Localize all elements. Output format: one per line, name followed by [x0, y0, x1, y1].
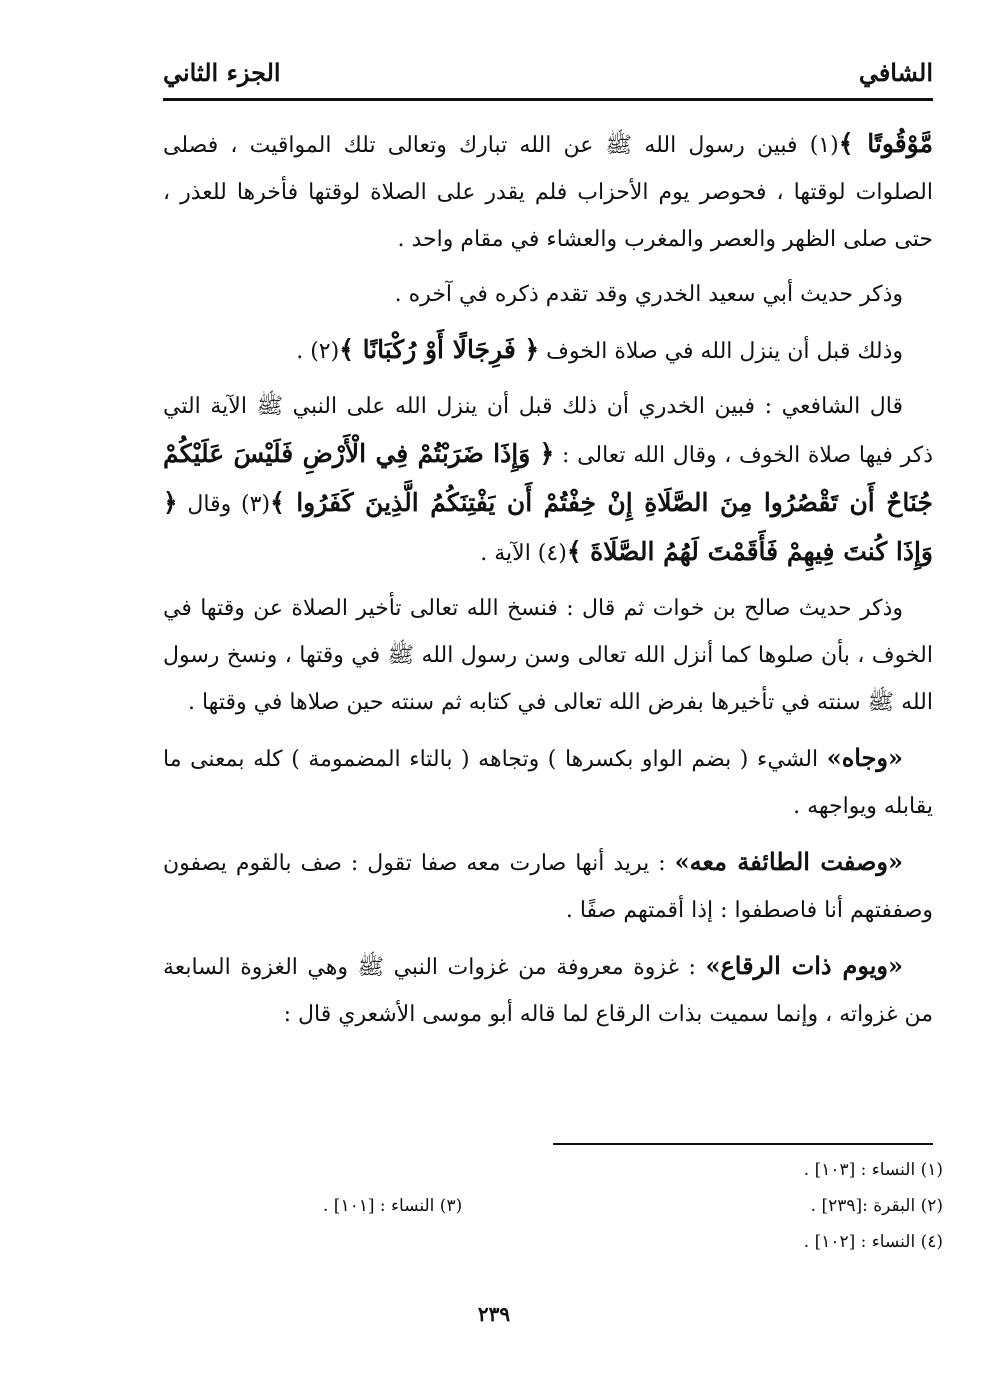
defined-term: «وصفت الطائفة معه» — [674, 847, 903, 876]
running-header — [163, 58, 933, 98]
text-run: وذكر حديث صالح بن خوات ثم قال : فنسخ الله تعالى تأخير الصلاة عن وقتها في الخوف ، بأن صلوها كما أنزل الله تعالى وسن رسول الله ﷺ في وقتها ، ونسخ رسول الله ﷺ سنته في تأخيرها بفرض الله تعالى في كتابه ثم سنته حين صلاها في وقتها . — [163, 596, 933, 715]
footnote-2: (٢) البقرة :[٢٣٩] . — [810, 1196, 943, 1216]
quran-quote: ﴿ فَرِجَالًا أَوْ رُكْبَانًا ﴾ — [339, 335, 540, 364]
paragraph-2 — [163, 271, 933, 318]
header-volume-label: الجزء الثاني — [163, 58, 281, 87]
footnote-3: (٣) النساء : [١٠١] . — [323, 1196, 463, 1216]
text-run: : غزوة معروفة من غزوات النبي ﷺ وهي الغزوة السابعة من غزواته ، وإنما سميت بذات الرقاع لما قاله أبو موسى الأشعري قال : — [163, 955, 933, 1027]
defined-term: «ويوم ذات الرقاع» — [705, 951, 903, 980]
text-run: : يريد أنها صارت معه صفا تقول : صف بالقوم يصفون وصففتهم أنا فاصطفوا : إذا أقمتهم صفًا . — [163, 851, 933, 923]
header-book-title: الشافي — [858, 58, 933, 87]
text-run: قال الشافعي : فبين الخدري أن ذلك قبل أن ينزل الله على النبي ﷺ الآية التي ذكر فيها صلاة الخوف ، وقال الله تعالى : — [163, 394, 933, 468]
main-text — [163, 120, 933, 1120]
footnote-divider — [553, 1143, 933, 1145]
paragraph-1 — [163, 120, 933, 263]
paragraph-7 — [163, 838, 933, 934]
paragraph-6 — [163, 734, 933, 830]
page-number: ٢٣٩ — [477, 1302, 511, 1326]
footnote-row-1 — [163, 1152, 943, 1188]
text-run: (٢) . — [296, 339, 340, 364]
quran-quote: مَّوْقُوتًا ﴾ — [838, 129, 933, 158]
quran-quote: ﴿ وَإِذَا ضَرَبْتُمْ فِي الْأَرْضِ فَلَيْسَ عَلَيْكُمْ جُنَاحٌ أَن تَقْصُرُوا مِنَ الصَّلَاةِ إِنْ خِفْتُمْ أَن يَفْتِنَكُمُ الَّذِينَ كَفَرُوا ﴾ — [163, 439, 933, 517]
defined-term: «وجاه» — [826, 743, 903, 772]
header-divider — [163, 98, 933, 101]
text-run: الشيء ( بضم الواو بكسرها ) وتجاهه ( بالتاء المضمومة ) كله بمعنى ما يقابله ويواجهه . — [163, 747, 933, 819]
footnote-row-2 — [163, 1188, 943, 1224]
text-run: (١) فبين رسول الله ﷺ عن الله تبارك وتعالى تلك المواقيت ، فصلى الصلوات لوقتها ، فحوصر يوم الأحزاب فلم يقدر على الصلاة لوقتها فأخرها للعذر ، حتى صلى الظهر والعصر والمغرب والعشاء في مقام واحد . — [163, 133, 933, 252]
paragraph-8 — [163, 942, 933, 1038]
paragraph-5 — [163, 585, 933, 726]
text-run: وذكر حديث أبي سعيد الخدري وقد تقدم ذكره في آخره . — [394, 282, 903, 307]
text-run: (٣) وقال — [177, 492, 271, 517]
footnotes — [163, 1152, 943, 1260]
footnote-1: (١) النساء : [١٠٣] . — [803, 1160, 943, 1180]
footnote-4: (٤) النساء : [١٠٢] . — [803, 1232, 943, 1252]
quran-quote: ﴿ وَإِذَا كُنتَ فِيهِمْ فَأَقَمْتَ لَهُمُ الصَّلَاةَ ﴾ — [163, 488, 933, 566]
text-run: (٤) الآية . — [480, 541, 567, 566]
footnote-row-3 — [163, 1224, 943, 1260]
text-run: وذلك قبل أن ينزل الله في صلاة الخوف — [539, 339, 903, 364]
paragraph-4 — [163, 383, 933, 577]
paragraph-3 — [163, 326, 933, 375]
